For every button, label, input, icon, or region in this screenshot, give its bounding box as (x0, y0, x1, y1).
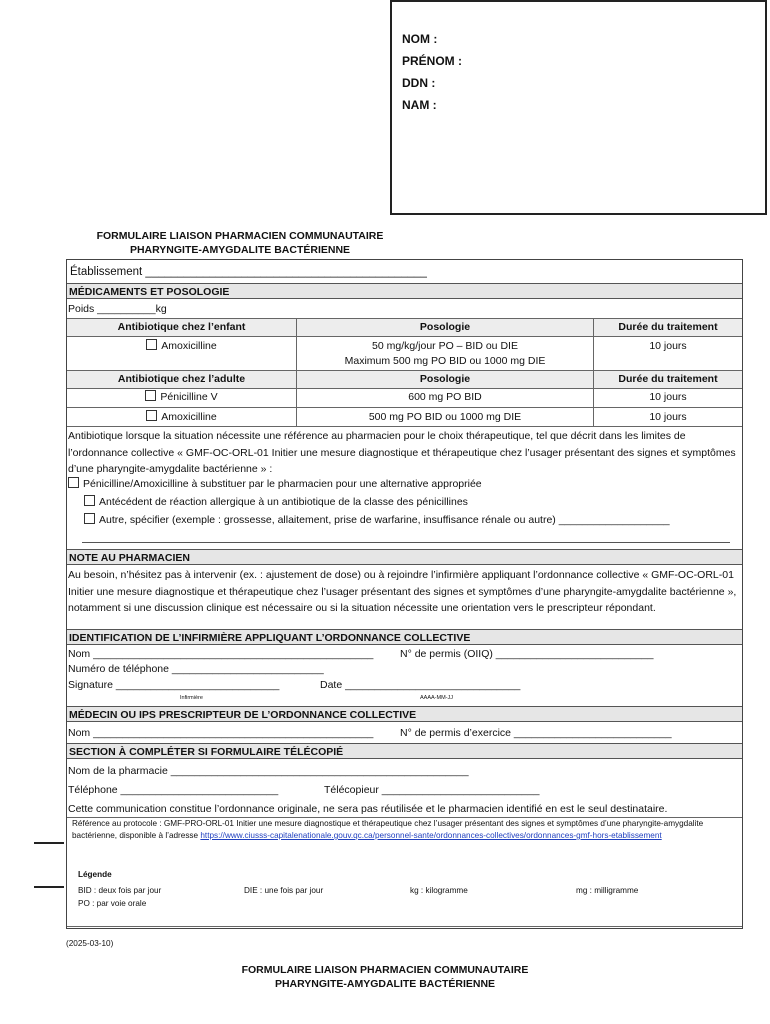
note-header: NOTE AU PHARMACIEN (67, 549, 742, 565)
adult-drug-label-2: Amoxicilline (161, 411, 217, 423)
legende-po: PO : par voie orale (78, 899, 147, 908)
adult-dose-2: 500 mg PO BID ou 1000 mg DIE (368, 411, 522, 423)
footer-title (200, 963, 570, 991)
nom-label: NOM : (402, 32, 438, 46)
medecin-header: MÉDECIN OU IPS PRESCRIPTEUR DE L’ORDONNANCE COLLECTIVE (67, 706, 742, 722)
footer-title-line2: PHARYNGITE-AMYGDALITE BACTÉRIENNE (274, 978, 496, 990)
telecopie-header: SECTION À COMPLÉTER SI FORMULAIRE TÉLÉCOPIÉ (67, 743, 742, 759)
child-duration: 10 jours (649, 340, 687, 352)
adult-row-drug-1[interactable] (67, 390, 296, 405)
divider (67, 426, 742, 427)
note-text: Au besoin, n’hésitez pas à intervenir (ex. : ajustement de dose) ou à rejoindre l’infirmière appliquant l’ordonnance collective « GMF-OC-ORL-01 Initier une mesure diagnostique et thérapeutique chez l’usager présentant des signes et symptômes d’une pharyngite-amygdalite bactérienne », notamment si une discussion clinique est nécessaire ou si la situation nécessite une orientation vers le prescripteur répondant. (68, 569, 737, 614)
option-autre[interactable] (84, 513, 670, 528)
adult-row-drug-2[interactable] (67, 410, 296, 425)
checkbox-icon[interactable] (145, 390, 156, 401)
etablissement-field[interactable]: Établissement ____________________________________________ (70, 266, 427, 278)
version-date: (2025-03-10) (66, 939, 114, 948)
divider (67, 407, 742, 408)
divider (67, 926, 742, 927)
legende-bid: BID : deux fois par jour (78, 886, 162, 895)
child-dose-line1: 50 mg/kg/jour PO – BID ou DIE (372, 340, 518, 352)
nam-label: NAM : (402, 98, 437, 112)
ddn-label: DDN : (402, 76, 436, 90)
checkbox-icon[interactable] (84, 495, 95, 506)
telecopie-statement: Cette communication constitue l’ordonnance originale, ne sera pas réutilisée et le pharmacien identifié en est le seul destinataire. (68, 803, 668, 815)
infirmiere-signature-field[interactable]: Signature ____________________________ (68, 679, 280, 691)
telecopieur-field[interactable]: Télécopieur ___________________________ (324, 784, 540, 796)
fold-mark (34, 886, 64, 888)
signature-caption: Infirmière (180, 695, 203, 701)
divider (67, 388, 742, 389)
prenom-label: PRÉNOM : (402, 54, 462, 68)
medicaments-header: MÉDICAMENTS ET POSOLOGIE (67, 283, 742, 299)
form-title-line1: FORMULAIRE LIAISON PHARMACIEN COMMUNAUTAIRE (96, 230, 384, 242)
form-title (60, 229, 420, 257)
infirmiere-date-field[interactable]: Date ______________________________ (320, 679, 521, 691)
adult-col-antibiotique: Antibiotique chez l’adulte (117, 373, 246, 385)
protocol-link[interactable]: https://www.ciusss-capitalenationale.gouv.qc.ca/personnel-sante/ordonnances-collectives/ordonnances-gmf-hors-etablissement (200, 831, 662, 840)
child-col-duree: Durée du traitement (618, 321, 718, 333)
legende-kg: kg : kilogramme (410, 886, 468, 895)
adult-dose-1: 600 mg PO BID (408, 391, 482, 403)
child-drug-label: Amoxicilline (161, 340, 217, 352)
child-row-drug[interactable] (67, 339, 296, 354)
protocol-reference (72, 818, 736, 842)
adult-duration-1: 10 jours (649, 391, 687, 403)
checkbox-icon[interactable] (84, 513, 95, 524)
date-caption: AAAA-MM-JJ (420, 695, 453, 701)
child-dose-line2: Maximum 500 mg PO BID ou 1000 mg DIE (344, 355, 546, 367)
medecin-nom-field[interactable]: Nom ________________________________________________ (68, 727, 374, 739)
adult-col-posologie: Posologie (419, 373, 471, 385)
option-allergie-label: Antécédent de réaction allergique à un antibiotique de la classe des pénicillines (99, 496, 468, 508)
adult-duration-2: 10 jours (649, 411, 687, 423)
infirmiere-telephone-field[interactable]: Numéro de téléphone __________________________ (68, 663, 324, 675)
poids-field[interactable]: Poids __________kg (68, 303, 167, 315)
legende-mg: mg : milligramme (576, 886, 639, 895)
protocol-reference-text: Référence au protocole : GMF-PRO-ORL-01 Initier une mesure diagnostique et thérapeutique chez l’usager présentant des signes et symptômes d’une pharyngite-amygdalite bactérienne, disponible à l’adresse (72, 819, 704, 840)
infirmiere-nom-field[interactable]: Nom ________________________________________________ (68, 648, 374, 660)
pharmacie-field[interactable]: Nom de la pharmacie ___________________________________________________ (68, 765, 469, 777)
reference-paragraph: Antibiotique lorsque la situation nécessite une référence au pharmacien pour le choix thérapeutique, tel que décrit dans les limites de l’ordonnance collective « GMF-OC-ORL-01 Initier une mesure diagnostique et thérapeutique chez l’usager présentant des signes et symptômes d’une pharyngite-amygdalite bactérienne » : (68, 430, 736, 475)
telephone-field[interactable]: Téléphone ___________________________ (68, 784, 279, 796)
option-autre-label: Autre, spécifier (exemple : grossesse, allaitement, prise de warfarine, insuffisance rénale ou autre) ___________________ (99, 514, 670, 526)
adult-drug-label-1: Pénicilline V (160, 391, 218, 403)
footer-title-line1: FORMULAIRE LIAISON PHARMACIEN COMMUNAUTAIRE (241, 964, 529, 976)
form-title-line2: PHARYNGITE-AMYGDALITE BACTÉRIENNE (129, 244, 351, 256)
fold-mark (34, 842, 64, 844)
divider (67, 336, 742, 337)
child-col-posologie: Posologie (419, 321, 471, 333)
checkbox-icon[interactable] (68, 477, 79, 488)
infirmiere-header: IDENTIFICATION DE L’INFIRMIÈRE APPLIQUANT L’ORDONNANCE COLLECTIVE (67, 629, 742, 645)
option-substitution[interactable] (68, 477, 482, 492)
table-col-divider (296, 318, 297, 426)
legende-die: DIE : une fois par jour (244, 886, 324, 895)
child-col-antibiotique: Antibiotique chez l’enfant (117, 321, 246, 333)
option-allergie[interactable] (84, 495, 468, 510)
adult-col-duree: Durée du traitement (618, 373, 718, 385)
table-col-divider (593, 318, 594, 426)
checkbox-icon[interactable] (146, 339, 157, 350)
medecin-permis-field[interactable]: N° de permis d’exercice ___________________________ (400, 727, 672, 739)
patient-id-labels (402, 28, 462, 116)
legende-title: Légende (78, 870, 112, 879)
infirmiere-permis-field[interactable]: N° de permis (OIIQ) ___________________________ (400, 648, 654, 660)
option-substitution-label: Pénicilline/Amoxicilline à substituer par le pharmacien pour une alternative appropriée (83, 478, 482, 490)
autre-specify-line[interactable] (82, 542, 730, 543)
checkbox-icon[interactable] (146, 410, 157, 421)
